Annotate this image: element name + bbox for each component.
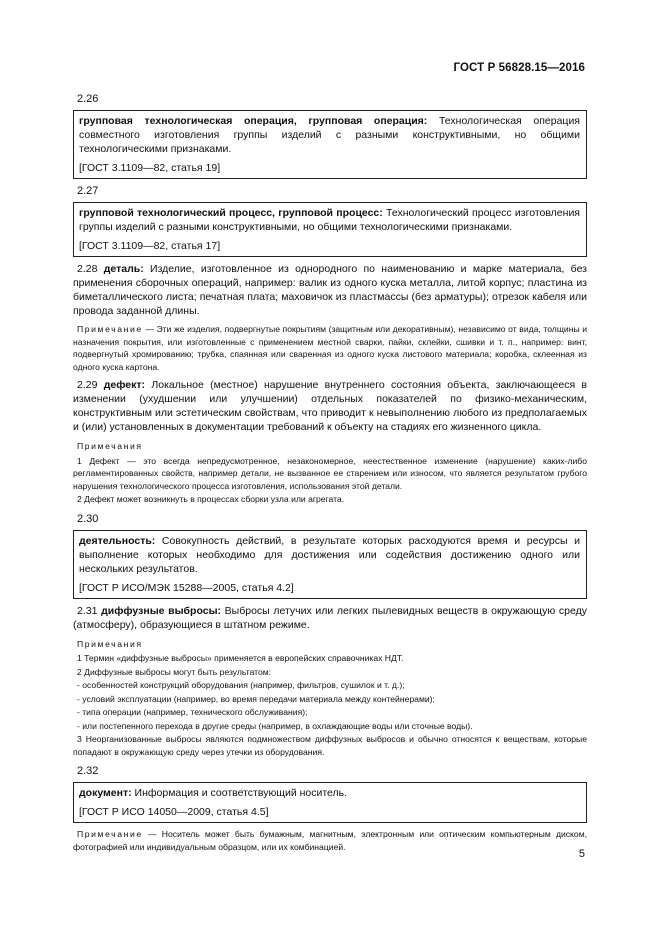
note-item: 2 Дефект может возникнуть в процессах сборки узла или агрегата. (77, 494, 345, 504)
source-reference: [ГОСТ Р ИСО/МЭК 15288—2005, статья 4.2] (79, 581, 294, 594)
term: документ: (79, 787, 132, 799)
term-box-2-32 (73, 782, 587, 823)
term-box-2-26 (73, 110, 587, 179)
entry-number: 2.28 (77, 263, 104, 275)
entry-number: 2.31 (77, 604, 102, 617)
entry-2-28 (73, 262, 587, 318)
term: деятельность: (79, 534, 156, 547)
page-content (73, 92, 587, 853)
definition: Изделие, изготовленное из однородного по наименованию и марке материала, без применения сборочных операций, например: валик из одного куска металла, литой корпус; пластина из биметаллического листа; печатная плата; маховичок из пластмассы (без арматуры); отрезок кабеля или провода заданной длины. (73, 263, 587, 317)
document-code: ГОСТ Р 56828.15—2016 (453, 62, 585, 74)
note-2-28 (73, 323, 587, 373)
term: диффузные выбросы: (101, 604, 222, 617)
definition: Технологический процесс изготовления группы изделий с разными конструктивными, но общими технологическими признаками. (79, 207, 580, 233)
entry-number-2-32: 2.32 (77, 765, 99, 777)
entry-2-31 (73, 604, 587, 632)
entry-2-29 (73, 378, 587, 434)
term-definition (79, 114, 580, 156)
definition: Технологическая операция совместного изготовления группы изделий с разными конструктивными, но общими технологическими признаками. (79, 115, 580, 155)
note-item: - условий эксплуатации (например, во время передачи материала между контейнерами); (77, 693, 435, 704)
note-item: 1 Термин «диффузные выбросы» применяется в европейских справочниках НДТ. (77, 653, 404, 663)
definition: Выбросы летучих или легких пылевидных веществ в окружающую среду (атмосферу), образующиеся в штатном режиме. (73, 604, 587, 631)
term-definition (79, 786, 580, 800)
term: деталь: (103, 263, 144, 275)
source-reference: [ГОСТ 3.1109—82, статья 17] (79, 240, 221, 252)
term: групповой технологический процесс, групповой процесс: (79, 207, 383, 219)
definition: Информация и соответствующий носитель. (131, 787, 348, 799)
term: дефект: (103, 379, 146, 391)
note-label: Примечание (77, 324, 143, 334)
note-label: Примечание (77, 829, 143, 839)
note-item: - особенностей конструкций оборудования (например, фильтров, сушилок и т. д.); (77, 680, 405, 690)
entry-number-2-27: 2.27 (77, 185, 99, 197)
term-definition (79, 206, 580, 234)
term-box-2-30 (73, 530, 587, 599)
definition: Локальное (местное) нарушение внутреннего состояния объекта, заключающееся в изменении (ухудшении или улучшении) отдельных показателей по физико-механическим, конструктивным или эстетическим свойствам, что приводит к невыполнению любого из предполагаемых и (или) установленных в документации требований к объекту на стадиях его жизненного цикла. (73, 379, 588, 433)
source-reference: [ГОСТ 3.1109—82, статья 19] (79, 162, 221, 174)
entry-number: 2.29 (77, 379, 104, 391)
note-text: — Эти же изделия, подвергнутые покрытиям (защитным или декоративным), независимо от вида, толщины и назначения покрытия, или изготовленные с применением местной сварки, пайки, склейки, сшивки и т. п., например: винт, подвергнутый хромированию; трубка, спаянная или сваренная из одного куска листового материала; коробка, склеенная из одного куска картона. (73, 324, 587, 372)
entry-number-2-30: 2.30 (77, 512, 99, 525)
term: групповая технологическая операция, групповая операция: (79, 115, 428, 127)
entry-number-2-26: 2.26 (77, 93, 99, 105)
note-item: 2 Диффузные выбросы могут быть результатом: (77, 666, 272, 677)
notes-heading-2-31: Примечания (77, 638, 143, 649)
note-item: - типа операции (например, технического обслуживания); (77, 707, 308, 717)
note-item: - или постепенного перехода в другие среды (например, в охлаждающие воды или сточные воды). (77, 720, 473, 731)
term-definition (79, 534, 580, 576)
note-item: 3 Неорганизованные выбросы являются подмножеством диффузных выбросов и обычно относятся к веществам, которые попадают в окружающую среду через утечки из оборудования. (73, 734, 587, 757)
source-reference: [ГОСТ Р ИСО 14050—2009, статья 4.5] (79, 806, 269, 818)
page-number: 5 (578, 848, 585, 860)
note-text: — Носитель может быть бумажным, магнитным, электронным или оптическим компьютерным диском, фотографией или индивидуальным образцом, или их комбинацией. (73, 829, 587, 852)
term-box-2-27 (73, 202, 587, 257)
definition: Совокупность действий, в результате которых расходуются время и ресурсы и выполнение которых необходимо для достижения или содействия достижению одного или нескольких результатов. (79, 534, 580, 575)
note-2-32 (73, 828, 587, 853)
note-item: 1 Дефект — это всегда непредусмотренное, незакономерное, неестественное изменение (нарушение) каких-либо регламентированных свойств, например детали, не вызванное ее старением или износом, что является результатом грубого нарушения технологического процесса изготовления, использования этой детали. (73, 455, 587, 491)
notes-heading-2-29: Примечания (77, 441, 143, 451)
